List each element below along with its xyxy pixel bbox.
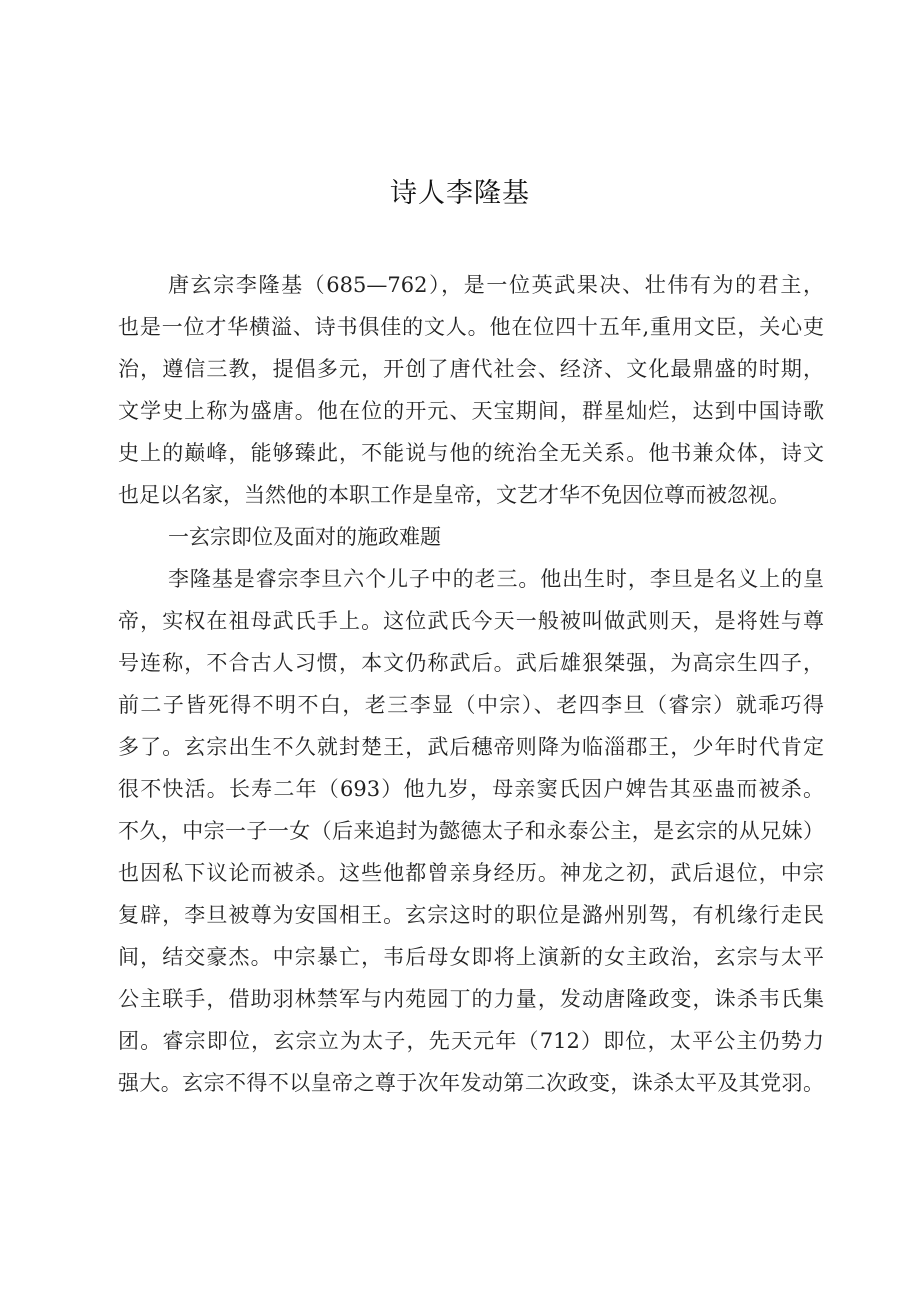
text-line: 也足以名家，当然他的本职工作是皇帝，文艺才华不免因位尊而被忽视。 (118, 483, 790, 507)
text-line: 帝，实权在祖母武氏手上。这位武氏今天一般被叫做武则天，是将姓与尊 (118, 609, 824, 633)
text-line: 复辟，李旦被尊为安国相王。玄宗这时的职位是潞州别驾，有机缘行走民 (118, 903, 824, 927)
text-line: 号连称，不合古人习惯，本文仍称武后。武后雄狠桀强，为高宗生四子， (118, 651, 824, 675)
text-line: 文学史上称为盛唐。他在位的开元、天宝期间，群星灿烂，达到中国诗歌 (118, 399, 824, 423)
section-heading: 一玄宗即位及面对的施政难题 (168, 525, 441, 549)
paragraph-section-one (118, 558, 824, 1104)
text-line: 强大。玄宗不得不以皇帝之尊于次年发动第二次政变，诛杀太平及其党羽。 (118, 1071, 824, 1095)
text-line: 治，遵信三教，提倡多元，开创了唐代社会、经济、文化最鼎盛的时期， (118, 357, 824, 381)
document-body (118, 264, 824, 1104)
text-line: 也是一位才华横溢、诗书俱佳的文人。他在位四十五年,重用文臣，关心吏 (118, 315, 824, 339)
text-line: 唐玄宗李隆基（685—762），是一位英武果决、壮伟有为的君主， (168, 273, 824, 297)
document-title: 诗人李隆基 (390, 178, 530, 209)
text-line: 李隆基是睿宗李旦六个儿子中的老三。他出生时，李旦是名义上的皇 (168, 567, 824, 591)
text-line: 多了。玄宗出生不久就封楚王，武后穗帝则降为临淄郡王，少年时代肯定 (118, 735, 824, 759)
text-line: 史上的巅峰，能够臻此，不能说与他的统治全无关系。他书兼众体，诗文 (118, 441, 824, 465)
text-line: 不久，中宗一子一女（后来追封为懿德太子和永泰公主，是玄宗的从兄妹） (118, 819, 824, 843)
text-line: 团。睿宗即位，玄宗立为太子，先天元年（712）即位，太平公主仍势力 (118, 1029, 824, 1053)
text-line: 前二子皆死得不明不白，老三李显（中宗）、老四李旦（睿宗）就乖巧得 (118, 693, 824, 717)
paragraph-intro (118, 264, 824, 516)
text-line: 间，结交豪杰。中宗暴亡，韦后母女即将上演新的女主政治，玄宗与太平 (118, 945, 824, 969)
text-line: 也因私下议论而被杀。这些他都曾亲身经历。神龙之初，武后退位，中宗 (118, 861, 824, 885)
text-line: 公主联手，借助羽林禁军与内苑园丁的力量，发动唐隆政变，诛杀韦氏集 (118, 987, 824, 1011)
text-line: 很不快活。长寿二年（693）他九岁，母亲窦氏因户婢告其巫蛊而被杀。 (118, 777, 824, 801)
